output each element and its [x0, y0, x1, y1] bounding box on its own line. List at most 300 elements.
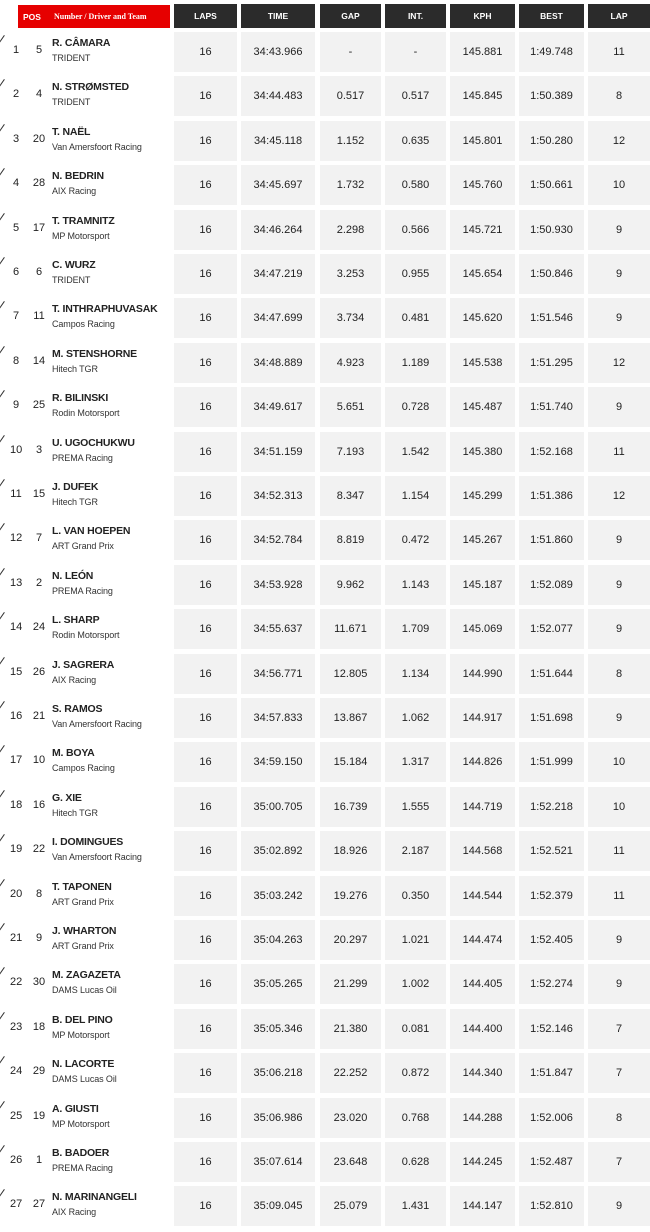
time-cell: 34:52.784: [241, 520, 315, 560]
best-lap-number-cell: 10: [588, 742, 650, 782]
kph-cell: 145.538: [450, 343, 515, 383]
pos-cell: [0, 876, 48, 916]
pos-cell: [0, 565, 48, 605]
car-number: 22: [32, 843, 46, 855]
position: 6: [12, 266, 20, 278]
car-number: 14: [32, 355, 46, 367]
laps-cell: 16: [174, 742, 237, 782]
position: 1: [12, 44, 20, 56]
position: 15: [10, 666, 23, 678]
gap-cell: 7.193: [320, 432, 381, 472]
best-lap-number-cell: 7: [588, 1053, 650, 1093]
table-row: [0, 1053, 650, 1093]
time-cell: 34:55.637: [241, 609, 315, 649]
header-best: BEST: [519, 4, 584, 28]
best-lap-number-cell: 9: [588, 520, 650, 560]
best-lap-cell: 1:50.389: [519, 76, 584, 116]
gap-cell: 22.252: [320, 1053, 381, 1093]
table-row: [0, 210, 650, 250]
interval-cell: 0.955: [385, 254, 446, 294]
team-name: MP Motorsport: [52, 1030, 110, 1040]
position: 21: [10, 932, 23, 944]
car-number: 3: [35, 444, 43, 456]
driver-name: N. LACORTE: [52, 1058, 115, 1070]
slash-mark-icon: [0, 168, 10, 182]
pos-cell: [0, 831, 48, 871]
team-name: ART Grand Prix: [52, 541, 114, 551]
best-lap-number-cell: 12: [588, 343, 650, 383]
interval-cell: 0.580: [385, 165, 446, 205]
table-row: [0, 920, 650, 960]
car-number: 2: [35, 577, 43, 589]
slash-mark-icon: [0, 923, 10, 937]
team-name: PREMA Racing: [52, 453, 113, 463]
team-name: Rodin Motorsport: [52, 408, 120, 418]
laps-cell: 16: [174, 298, 237, 338]
best-lap-number-cell: 9: [588, 964, 650, 1004]
best-lap-number-cell: 8: [588, 1098, 650, 1138]
position: 13: [10, 577, 23, 589]
best-lap-number-cell: 12: [588, 476, 650, 516]
time-cell: 35:07.614: [241, 1142, 315, 1182]
laps-cell: 16: [174, 1009, 237, 1049]
position: 14: [10, 621, 23, 633]
position: 27: [10, 1198, 23, 1210]
table-row: [0, 1186, 650, 1226]
best-lap-cell: 1:52.077: [519, 609, 584, 649]
interval-cell: 1.709: [385, 609, 446, 649]
car-number: 25: [32, 399, 46, 411]
pos-cell: [0, 698, 48, 738]
best-lap-cell: 1:52.089: [519, 565, 584, 605]
driver-name: S. RAMOS: [52, 703, 103, 715]
kph-cell: 145.801: [450, 121, 515, 161]
laps-cell: 16: [174, 432, 237, 472]
slash-mark-icon: [0, 879, 10, 893]
slash-mark-icon: [0, 967, 10, 981]
best-lap-cell: 1:51.546: [519, 298, 584, 338]
interval-cell: 1.143: [385, 565, 446, 605]
best-lap-number-cell: 9: [588, 698, 650, 738]
team-name: TRIDENT: [52, 53, 91, 63]
table-row: [0, 121, 650, 161]
laps-cell: 16: [174, 831, 237, 871]
pos-cell: [0, 609, 48, 649]
time-cell: 34:45.118: [241, 121, 315, 161]
gap-cell: 12.805: [320, 654, 381, 694]
gap-cell: 11.671: [320, 609, 381, 649]
team-name: ART Grand Prix: [52, 897, 114, 907]
slash-mark-icon: [0, 1189, 10, 1203]
slash-mark-icon: [0, 35, 10, 49]
laps-cell: 16: [174, 787, 237, 827]
best-lap-number-cell: 8: [588, 76, 650, 116]
table-row: [0, 432, 650, 472]
time-cell: 35:04.263: [241, 920, 315, 960]
team-name: ART Grand Prix: [52, 941, 114, 951]
gap-cell: 2.298: [320, 210, 381, 250]
car-number: 9: [35, 932, 43, 944]
driver-name: T. TRAMNITZ: [52, 215, 115, 227]
table-row: [0, 165, 650, 205]
best-lap-cell: 1:52.487: [519, 1142, 584, 1182]
interval-cell: 0.517: [385, 76, 446, 116]
slash-mark-icon: [0, 790, 10, 804]
kph-cell: 144.400: [450, 1009, 515, 1049]
best-lap-cell: 1:51.644: [519, 654, 584, 694]
kph-cell: 145.760: [450, 165, 515, 205]
best-lap-cell: 1:51.295: [519, 343, 584, 383]
gap-cell: 13.867: [320, 698, 381, 738]
best-lap-number-cell: 11: [588, 432, 650, 472]
time-cell: 35:00.705: [241, 787, 315, 827]
kph-cell: 145.881: [450, 32, 515, 72]
best-lap-number-cell: 11: [588, 876, 650, 916]
pos-cell: [0, 32, 48, 72]
interval-cell: 0.768: [385, 1098, 446, 1138]
pos-cell: [0, 1098, 48, 1138]
header-pos-name: [18, 5, 170, 28]
best-lap-cell: 1:50.280: [519, 121, 584, 161]
gap-cell: 16.739: [320, 787, 381, 827]
time-cell: 34:52.313: [241, 476, 315, 516]
pos-cell: [0, 121, 48, 161]
time-cell: 34:44.483: [241, 76, 315, 116]
pos-cell: [0, 387, 48, 427]
interval-cell: 1.062: [385, 698, 446, 738]
gap-cell: 20.297: [320, 920, 381, 960]
best-lap-cell: 1:50.846: [519, 254, 584, 294]
car-number: 16: [32, 799, 46, 811]
slash-mark-icon: [0, 124, 10, 138]
header-laps: LAPS: [174, 4, 237, 28]
slash-mark-icon: [0, 1012, 10, 1026]
interval-cell: 0.728: [385, 387, 446, 427]
time-cell: 34:59.150: [241, 742, 315, 782]
best-lap-cell: 1:50.930: [519, 210, 584, 250]
driver-name: C. WURZ: [52, 259, 96, 271]
slash-mark-icon: [0, 435, 10, 449]
laps-cell: 16: [174, 1142, 237, 1182]
table-row: [0, 565, 650, 605]
interval-cell: 0.566: [385, 210, 446, 250]
driver-name: N. STRØMSTED: [52, 81, 129, 93]
time-cell: 34:48.889: [241, 343, 315, 383]
driver-name: T. INTHRAPHUVASAK: [52, 303, 158, 315]
gap-cell: -: [320, 32, 381, 72]
position: 5: [12, 222, 20, 234]
driver-name: R. CÂMARA: [52, 37, 111, 49]
laps-cell: 16: [174, 654, 237, 694]
car-number: 4: [35, 88, 43, 100]
gap-cell: 18.926: [320, 831, 381, 871]
slash-mark-icon: [0, 745, 10, 759]
header-pos: POS: [23, 11, 41, 22]
interval-cell: 0.350: [385, 876, 446, 916]
table-row: [0, 964, 650, 1004]
table-row: [0, 298, 650, 338]
kph-cell: 144.288: [450, 1098, 515, 1138]
table-row: [0, 476, 650, 516]
kph-cell: 144.719: [450, 787, 515, 827]
table-row: [0, 1098, 650, 1138]
slash-mark-icon: [0, 257, 10, 271]
best-lap-number-cell: 9: [588, 609, 650, 649]
position: 7: [12, 310, 20, 322]
best-lap-cell: 1:52.274: [519, 964, 584, 1004]
interval-cell: -: [385, 32, 446, 72]
table-row: [0, 787, 650, 827]
team-name: Hitech TGR: [52, 808, 98, 818]
slash-mark-icon: [0, 301, 10, 315]
slash-mark-icon: [0, 479, 10, 493]
car-number: 28: [32, 177, 46, 189]
time-cell: 34:45.697: [241, 165, 315, 205]
table-row: [0, 876, 650, 916]
driver-name: B. DEL PINO: [52, 1014, 113, 1026]
interval-cell: 1.154: [385, 476, 446, 516]
kph-cell: 145.721: [450, 210, 515, 250]
best-lap-cell: 1:52.810: [519, 1186, 584, 1226]
interval-cell: 1.189: [385, 343, 446, 383]
team-name: AIX Racing: [52, 1207, 97, 1217]
pos-cell: [0, 787, 48, 827]
best-lap-cell: 1:49.748: [519, 32, 584, 72]
laps-cell: 16: [174, 964, 237, 1004]
driver-name: M. BOYA: [52, 747, 95, 759]
slash-mark-icon: [0, 568, 10, 582]
driver-name: T. TAPONEN: [52, 881, 112, 893]
table-row: [0, 254, 650, 294]
car-number: 30: [32, 976, 46, 988]
best-lap-number-cell: 9: [588, 298, 650, 338]
position: 24: [10, 1065, 23, 1077]
time-cell: 35:06.986: [241, 1098, 315, 1138]
position: 23: [10, 1021, 23, 1033]
interval-cell: 1.542: [385, 432, 446, 472]
position: 26: [10, 1154, 23, 1166]
pos-cell: [0, 920, 48, 960]
gap-cell: 8.819: [320, 520, 381, 560]
kph-cell: 145.845: [450, 76, 515, 116]
table-row: [0, 1142, 650, 1182]
car-number: 10: [32, 754, 46, 766]
table-row: [0, 831, 650, 871]
kph-cell: 144.917: [450, 698, 515, 738]
driver-name: M. STENSHORNE: [52, 348, 137, 360]
pos-cell: [0, 432, 48, 472]
position: 12: [10, 532, 23, 544]
driver-name: I. DOMINGUES: [52, 836, 124, 848]
position: 17: [10, 754, 23, 766]
driver-name: T. NAËL: [52, 126, 91, 138]
best-lap-number-cell: 9: [588, 565, 650, 605]
car-number: 17: [32, 222, 46, 234]
driver-name: A. GIUSTI: [52, 1103, 99, 1115]
pos-cell: [0, 254, 48, 294]
best-lap-number-cell: 9: [588, 254, 650, 294]
best-lap-cell: 1:52.521: [519, 831, 584, 871]
interval-cell: 1.317: [385, 742, 446, 782]
team-name: Campos Racing: [52, 319, 115, 329]
laps-cell: 16: [174, 1186, 237, 1226]
time-cell: 34:57.833: [241, 698, 315, 738]
time-cell: 34:53.928: [241, 565, 315, 605]
best-lap-number-cell: 8: [588, 654, 650, 694]
best-lap-cell: 1:52.006: [519, 1098, 584, 1138]
driver-name: N. BEDRIN: [52, 170, 104, 182]
position: 2: [12, 88, 20, 100]
team-name: PREMA Racing: [52, 1163, 113, 1173]
slash-mark-icon: [0, 657, 10, 671]
pos-cell: [0, 76, 48, 116]
position: 8: [12, 355, 20, 367]
laps-cell: 16: [174, 698, 237, 738]
header-gap: GAP: [320, 4, 381, 28]
interval-cell: 0.872: [385, 1053, 446, 1093]
car-number: 19: [32, 1110, 46, 1122]
driver-name: M. ZAGAZETA: [52, 969, 121, 981]
pos-cell: [0, 964, 48, 1004]
header-kph: KPH: [450, 4, 515, 28]
interval-cell: 1.431: [385, 1186, 446, 1226]
time-cell: 35:02.892: [241, 831, 315, 871]
team-name: TRIDENT: [52, 275, 91, 285]
pos-cell: [0, 298, 48, 338]
best-lap-cell: 1:52.379: [519, 876, 584, 916]
best-lap-cell: 1:50.661: [519, 165, 584, 205]
header-int: INT.: [385, 4, 446, 28]
gap-cell: 5.651: [320, 387, 381, 427]
team-name: MP Motorsport: [52, 1119, 110, 1129]
slash-mark-icon: [0, 79, 10, 93]
car-number: 8: [35, 888, 43, 900]
gap-cell: 8.347: [320, 476, 381, 516]
slash-mark-icon: [0, 523, 10, 537]
laps-cell: 16: [174, 520, 237, 560]
table-row: [0, 32, 650, 72]
pos-cell: [0, 210, 48, 250]
laps-cell: 16: [174, 1098, 237, 1138]
driver-name: J. DUFEK: [52, 481, 99, 493]
team-name: PREMA Racing: [52, 586, 113, 596]
interval-cell: 0.635: [385, 121, 446, 161]
gap-cell: 4.923: [320, 343, 381, 383]
header-driver-team: Number / Driver and Team: [54, 12, 147, 21]
kph-cell: 145.620: [450, 298, 515, 338]
driver-name: R. BILINSKI: [52, 392, 109, 404]
time-cell: 34:47.699: [241, 298, 315, 338]
team-name: DAMS Lucas Oil: [52, 985, 117, 995]
best-lap-cell: 1:51.860: [519, 520, 584, 560]
pos-cell: [0, 165, 48, 205]
pos-cell: [0, 742, 48, 782]
laps-cell: 16: [174, 254, 237, 294]
best-lap-number-cell: 11: [588, 831, 650, 871]
car-number: 27: [32, 1198, 46, 1210]
gap-cell: 21.380: [320, 1009, 381, 1049]
kph-cell: 144.405: [450, 964, 515, 1004]
gap-cell: 23.020: [320, 1098, 381, 1138]
team-name: TRIDENT: [52, 97, 91, 107]
header-lap: LAP: [588, 4, 650, 28]
position: 22: [10, 976, 23, 988]
position: 25: [10, 1110, 23, 1122]
pos-cell: [0, 1053, 48, 1093]
gap-cell: 1.152: [320, 121, 381, 161]
team-name: AIX Racing: [52, 186, 97, 196]
gap-cell: 15.184: [320, 742, 381, 782]
time-cell: 34:47.219: [241, 254, 315, 294]
time-cell: 35:06.218: [241, 1053, 315, 1093]
time-cell: 35:03.242: [241, 876, 315, 916]
driver-name: N. LEÓN: [52, 570, 94, 582]
laps-cell: 16: [174, 76, 237, 116]
laps-cell: 16: [174, 876, 237, 916]
time-cell: 34:46.264: [241, 210, 315, 250]
car-number: 7: [35, 532, 43, 544]
kph-cell: 145.299: [450, 476, 515, 516]
table-row: [0, 343, 650, 383]
best-lap-cell: 1:51.847: [519, 1053, 584, 1093]
position: 3: [12, 133, 20, 145]
best-lap-cell: 1:51.386: [519, 476, 584, 516]
laps-cell: 16: [174, 387, 237, 427]
car-number: 26: [32, 666, 46, 678]
pos-cell: [0, 476, 48, 516]
laps-cell: 16: [174, 343, 237, 383]
gap-cell: 19.276: [320, 876, 381, 916]
pos-cell: [0, 1186, 48, 1226]
team-name: Rodin Motorsport: [52, 630, 120, 640]
gap-cell: 25.079: [320, 1186, 381, 1226]
best-lap-cell: 1:51.698: [519, 698, 584, 738]
best-lap-number-cell: 11: [588, 32, 650, 72]
slash-mark-icon: [0, 1056, 10, 1070]
table-row: [0, 698, 650, 738]
kph-cell: 144.245: [450, 1142, 515, 1182]
driver-name: U. UGOCHUKWU: [52, 437, 135, 449]
laps-cell: 16: [174, 121, 237, 161]
driver-name: J. WHARTON: [52, 925, 117, 937]
laps-cell: 16: [174, 609, 237, 649]
interval-cell: 0.081: [385, 1009, 446, 1049]
table-row: [0, 1009, 650, 1049]
interval-cell: 0.472: [385, 520, 446, 560]
best-lap-number-cell: 10: [588, 787, 650, 827]
time-cell: 34:51.159: [241, 432, 315, 472]
driver-name: L. VAN HOEPEN: [52, 525, 131, 537]
team-name: Van Amersfoort Racing: [52, 719, 142, 729]
laps-cell: 16: [174, 476, 237, 516]
team-name: AIX Racing: [52, 675, 97, 685]
car-number: 6: [35, 266, 43, 278]
header-time: TIME: [241, 4, 315, 28]
interval-cell: 1.021: [385, 920, 446, 960]
kph-cell: 144.544: [450, 876, 515, 916]
time-cell: 35:05.346: [241, 1009, 315, 1049]
slash-mark-icon: [0, 612, 10, 626]
slash-mark-icon: [0, 213, 10, 227]
interval-cell: 0.628: [385, 1142, 446, 1182]
best-lap-number-cell: 7: [588, 1142, 650, 1182]
kph-cell: 144.990: [450, 654, 515, 694]
laps-cell: 16: [174, 32, 237, 72]
driver-name: J. SAGRERA: [52, 659, 115, 671]
car-number: 1: [35, 1154, 43, 1166]
best-lap-cell: 1:52.146: [519, 1009, 584, 1049]
car-number: 11: [33, 310, 45, 322]
